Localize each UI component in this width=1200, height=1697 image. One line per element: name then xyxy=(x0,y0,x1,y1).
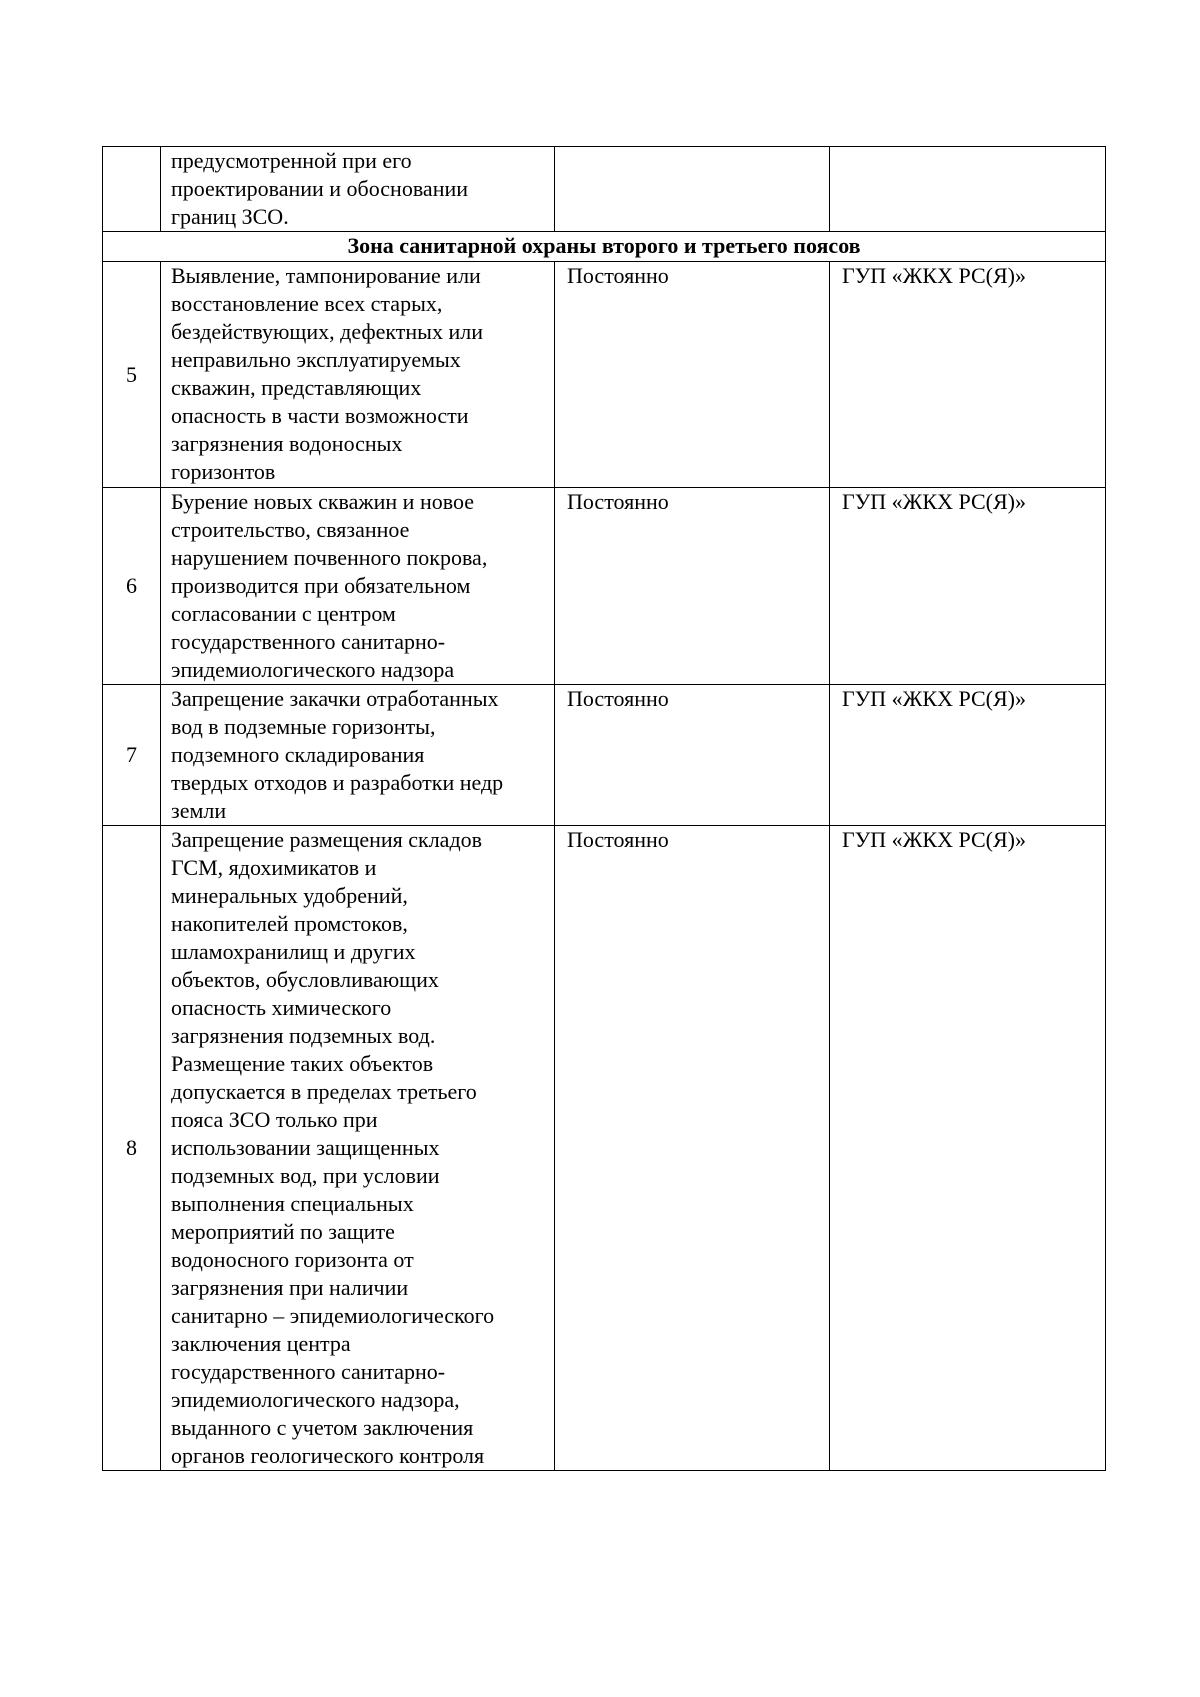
description-line: опасность химического xyxy=(171,995,392,1020)
measure-description-cell xyxy=(161,826,555,1471)
description-line: государственного санитарно- xyxy=(171,1359,446,1384)
term-cell: Постоянно xyxy=(555,262,830,488)
description-line: допускается в пределах третьего xyxy=(171,1079,477,1104)
responsible-cell: ГУП «ЖКХ РС(Я)» xyxy=(830,488,1106,685)
description-line: строительство, связанное xyxy=(171,517,410,542)
table-row xyxy=(103,488,1106,685)
description-line: опасность в части возможности xyxy=(171,403,469,428)
term-cell: Постоянно xyxy=(555,685,830,826)
description-line: органов геологического контроля xyxy=(171,1443,485,1468)
description-line: подземных вод, при условии xyxy=(171,1163,440,1188)
description-line: производится при обязательном xyxy=(171,573,471,598)
description-line: загрязнения подземных вод. xyxy=(171,1023,436,1048)
table-row xyxy=(103,826,1106,1471)
description-line: заключения центра xyxy=(171,1331,351,1356)
description-line: скважин, представляющих xyxy=(171,375,422,400)
row-number-cell: 7 xyxy=(103,685,161,826)
description-line: восстановление всех старых, xyxy=(171,291,443,316)
description-line: Выявление, тампонирование или xyxy=(171,263,481,288)
description-line: санитарно – эпидемиологического xyxy=(171,1303,495,1328)
responsible-cell: ГУП «ЖКХ РС(Я)» xyxy=(830,826,1106,1471)
description-line: Запрещение закачки отработанных xyxy=(171,686,499,711)
table-row xyxy=(103,685,1106,826)
description-line: накопителей промстоков, xyxy=(171,911,408,936)
description-line: земли xyxy=(171,798,227,823)
description-line: шламохранилищ и других xyxy=(171,939,416,964)
description-line: минеральных удобрений, xyxy=(171,883,408,908)
description-line: Бурение новых скважин и новое xyxy=(171,489,474,514)
description-line: вод в подземные горизонты, xyxy=(171,714,436,739)
table-row-continuation xyxy=(103,147,1106,232)
measure-description-cell xyxy=(161,262,555,488)
description-line: выданного с учетом заключения xyxy=(171,1415,474,1440)
responsible-cell: ГУП «ЖКХ РС(Я)» xyxy=(830,262,1106,488)
description-line: мероприятий по защите xyxy=(171,1219,395,1244)
description-line: границ ЗСО. xyxy=(171,204,289,229)
description-line: загрязнения при наличии xyxy=(171,1275,409,1300)
description-line: Запрещение размещения складов xyxy=(171,827,483,852)
description-line: использовании защищенных xyxy=(171,1135,440,1160)
description-line: проектировании и обосновании xyxy=(171,176,469,201)
measure-description-cell xyxy=(161,685,555,826)
measures-table xyxy=(102,146,1106,1471)
measure-description-cell xyxy=(161,147,555,232)
description-line: неправильно эксплуатируемых xyxy=(171,347,461,372)
description-line: государственного санитарно- xyxy=(171,629,446,654)
term-cell xyxy=(555,147,830,232)
term-cell: Постоянно xyxy=(555,488,830,685)
description-line: согласовании с центром xyxy=(171,601,396,626)
description-line: горизонтов xyxy=(171,459,276,484)
row-number-cell: 5 xyxy=(103,262,161,488)
description-line: подземного складирования xyxy=(171,742,425,767)
description-line: ГСМ, ядохимикатов и xyxy=(171,855,377,880)
description-line: выполнения специальных xyxy=(171,1191,414,1216)
section-title: Зона санитарной охраны второго и третьего поясов xyxy=(103,232,1106,262)
description-line: Размещение таких объектов xyxy=(171,1051,434,1076)
row-number-cell: 8 xyxy=(103,826,161,1471)
description-line: эпидемиологического надзора, xyxy=(171,1387,460,1412)
description-line: нарушением почвенного покрова, xyxy=(171,545,488,570)
description-line: пояса ЗСО только при xyxy=(171,1107,378,1132)
description-line: твердых отходов и разработки недр xyxy=(171,770,504,795)
measure-description-cell xyxy=(161,488,555,685)
term-cell: Постоянно xyxy=(555,826,830,1471)
description-line: эпидемиологического надзора xyxy=(171,657,455,682)
section-header-row xyxy=(103,232,1106,262)
description-line: предусмотренной при его xyxy=(171,148,412,173)
description-line: загрязнения водоносных xyxy=(171,431,403,456)
responsible-cell xyxy=(830,147,1106,232)
description-line: объектов, обусловливающих xyxy=(171,967,439,992)
responsible-cell: ГУП «ЖКХ РС(Я)» xyxy=(830,685,1106,826)
description-line: водоносного горизонта от xyxy=(171,1247,414,1272)
description-line: бездействующих, дефектных или xyxy=(171,319,483,344)
table-row xyxy=(103,262,1106,488)
row-number-cell: 6 xyxy=(103,488,161,685)
row-number-cell xyxy=(103,147,161,232)
